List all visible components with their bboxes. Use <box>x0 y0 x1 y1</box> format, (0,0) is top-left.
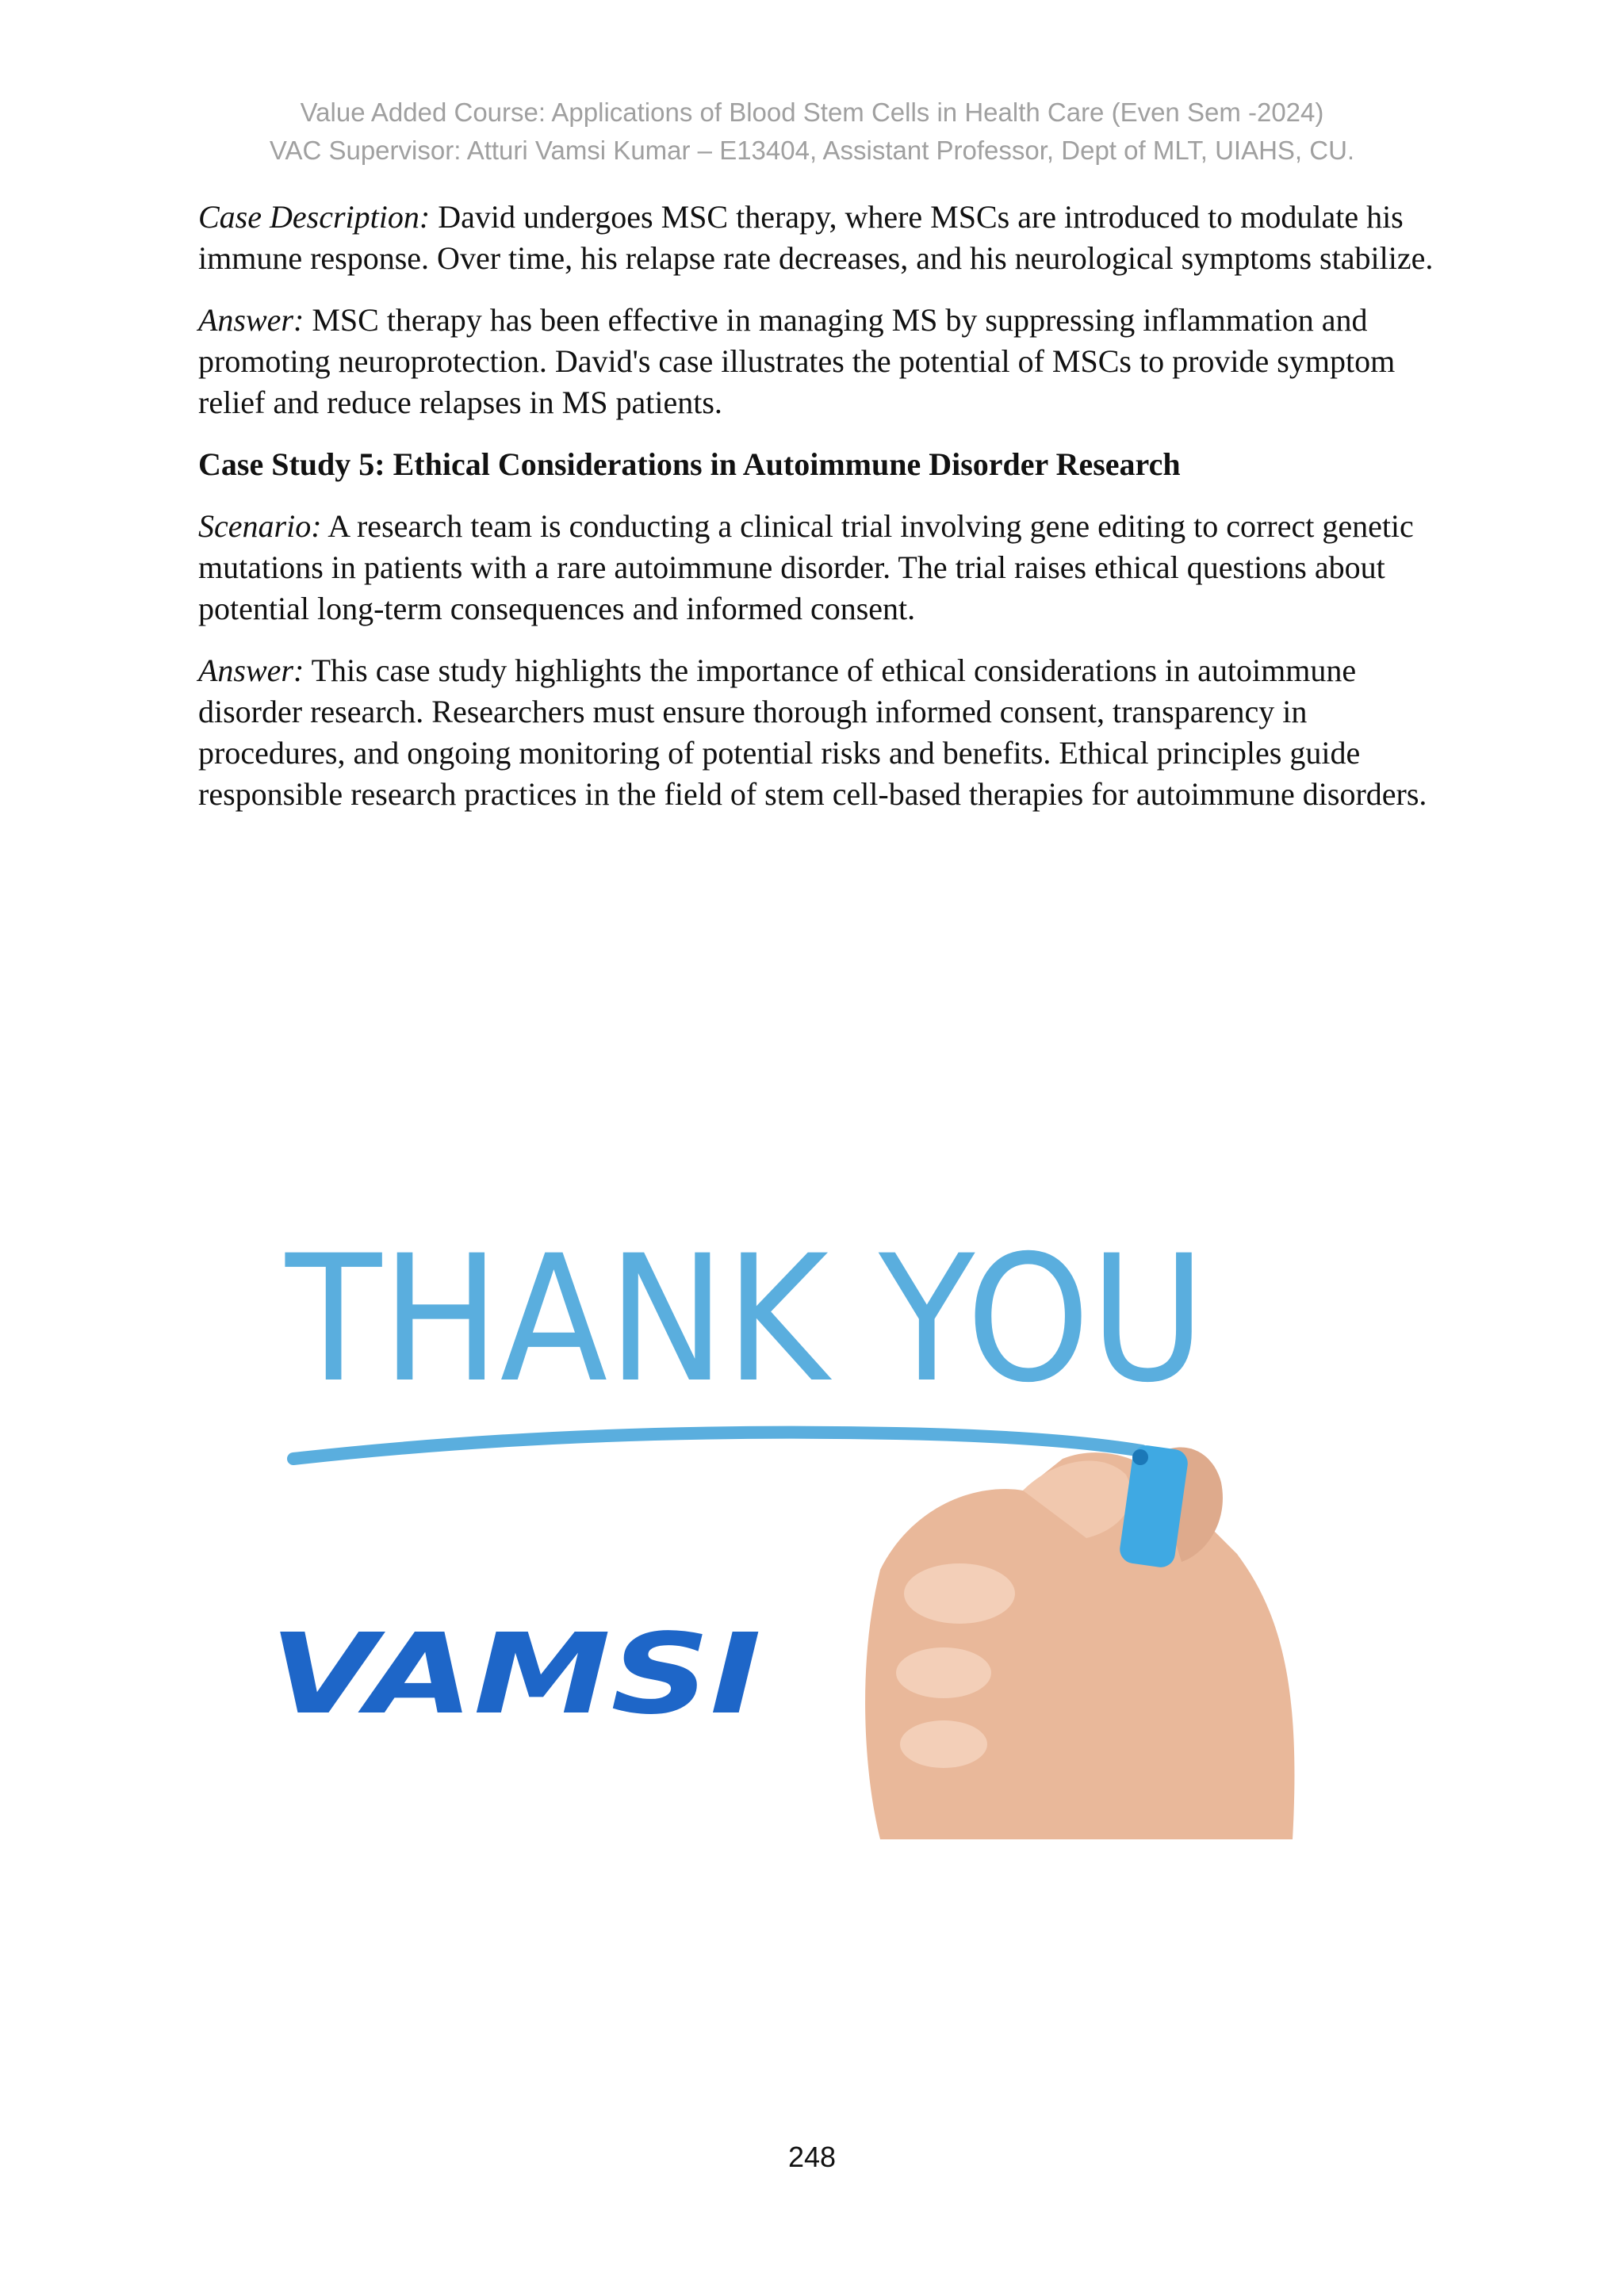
scenario-paragraph <box>198 506 1435 629</box>
answer-label-2: Answer: <box>198 652 304 688</box>
signature-vamsi: VAMSI <box>270 1610 761 1739</box>
answer-paragraph-1 <box>198 300 1435 423</box>
thank-you-text: THANK YOU <box>285 1221 1206 1421</box>
case-description-label: Case Description: <box>198 199 431 235</box>
case-study-5-heading: Case Study 5: Ethical Considerations in Autoimmune Disorder Research <box>198 446 1181 482</box>
answer-text-2: This case study highlights the importance of ethical considerations in autoimmune disorder research. Researchers must ensure thorough informed consent, transparency in procedures, and ongoing monitoring of potential risks and benefits. Ethical principles guide responsible research practices in the field of stem cell-based therapies for autoimmune disorders. <box>198 652 1427 812</box>
case-description-text: David undergoes MSC therapy, where MSCs are introduced to modulate his immune response. Over time, his relapse rate decreases, and his neurological symptoms stabilize. <box>198 199 1434 276</box>
answer-text-1: MSC therapy has been effective in managing MS by suppressing inflammation and promoting neuroprotection. David's case illustrates the potential of MSCs to provide symptom relief and reduce relapses in MS patients. <box>198 302 1396 420</box>
scenario-text: A research team is conducting a clinical trial involving gene editing to correct genetic mutations in patients with a rare autoimmune disorder. The trial raises ethical questions about potential long-term consequences and informed consent. <box>198 508 1414 626</box>
answer-label-1: Answer: <box>198 302 304 338</box>
page-number: 248 <box>787 2141 837 2173</box>
header-line-1: Value Added Course: Applications of Blood Stem Cells in Health Care (Even Sem -2024) <box>300 98 1324 127</box>
scenario-label: Scenario: <box>198 508 322 544</box>
header-line-2: VAC Supervisor: Atturi Vamsi Kumar – E13404, Assistant Professor, Dept of MLT, UIAHS, CU. <box>269 136 1355 165</box>
page-content <box>198 197 1435 836</box>
answer-paragraph-2 <box>198 650 1435 815</box>
hand-illustration <box>865 1448 1294 1839</box>
thank-you-image <box>262 1221 1316 1839</box>
case-description-paragraph <box>198 197 1435 279</box>
underline-stroke <box>293 1433 1142 1459</box>
page-header <box>0 94 1624 170</box>
thank-you-illustration <box>262 1221 1316 1839</box>
